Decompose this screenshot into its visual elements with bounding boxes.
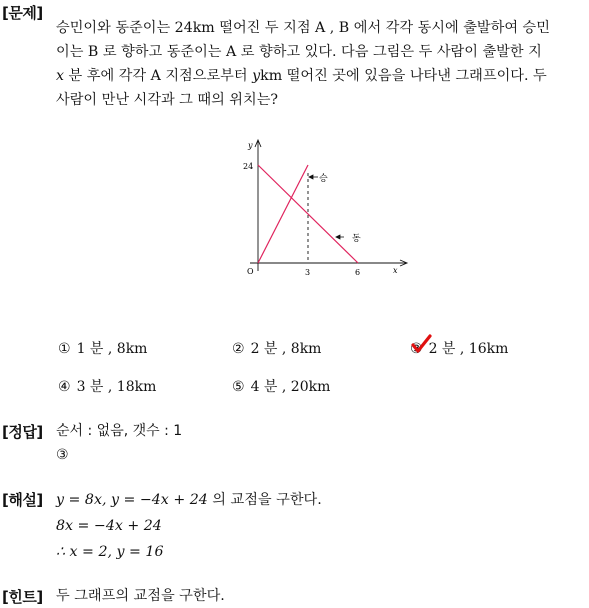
var-y: y [252,68,261,84]
label-dongjun: 동 [352,234,361,244]
choice-2-number: ② [232,341,245,357]
problem-line-4: 사람이 만난 시각과 그 때의 위치는? [56,92,279,108]
answer-tag: [정답] [2,423,43,441]
explanation-line-2: 8x = −4x + 24 [56,518,162,534]
x-tick-3: 3 [305,268,311,277]
y-axis-label: y [248,141,253,150]
choice-5[interactable] [232,376,330,396]
hint-text: 두 그래프의 교점을 구한다. [56,588,225,604]
y-tick-24: 24 [243,162,254,171]
choice-3-number: ③ [410,341,423,357]
answer-line-2: ③ [56,447,69,463]
x-tick-6: 6 [355,268,361,277]
label-seungmin: 승 [319,174,328,184]
x-axis-label: x [393,266,398,275]
check-mark-icon [410,333,432,355]
hint-tag: [힌트] [2,588,43,606]
problem-text [56,16,586,112]
line-seungmin [258,165,308,263]
var-x: x [56,68,65,84]
choice-4[interactable] [58,376,156,396]
answer-line-1: 순서 : 없음, 갯수 : 1 [56,423,183,439]
answer-text [56,419,586,467]
explanation-line-3: ∴ x = 2, y = 16 [56,544,164,560]
choice-2-text: 2 분 , 8km [250,341,322,357]
choice-5-number: ⑤ [232,379,245,395]
graph [236,133,416,285]
choice-1[interactable] [58,338,147,358]
choice-2[interactable] [232,338,321,358]
explanation-text [56,487,586,565]
choice-5-text: 4 분 , 20km [250,379,331,395]
choice-1-text: 1 분 , 8km [76,341,148,357]
problem-line-2: 이는 B 로 향하고 동준이는 A 로 향하고 있다. 다음 그림은 두 사람이 출발한 지 [56,44,542,60]
choice-4-number: ④ [58,379,71,395]
choice-3-text: 2 분 , 16km [428,341,509,357]
explanation-tag: [해설] [2,491,43,509]
problem-line-1: 승민이와 동준이는 24km 떨어진 두 지점 A , B 에서 각각 동시에 출발하여 승민 [56,20,550,36]
problem-tag: [문제] [2,4,43,22]
explanation-line-1: y = 8x, y = −4x + 24 의 교점을 구한다. [56,492,322,508]
problem-line-3: x 분 후에 각각 A 지점으로부터 ykm 떨어진 곳에 있음을 나타낸 그래프이다. 두 [56,68,547,84]
arrow-seungmin [309,175,318,179]
choice-4-text: 3 분 , 18km [76,379,157,395]
arrow-dongjun [336,235,344,239]
choice-1-number: ① [58,341,71,357]
axes [250,140,407,271]
origin-label: O [247,267,254,276]
